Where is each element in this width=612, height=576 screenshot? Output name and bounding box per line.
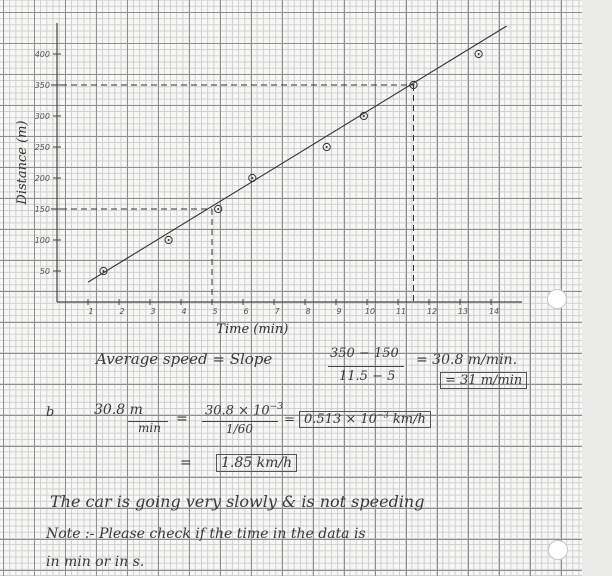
y-tick-label: 150 [34,205,50,214]
x-tick-label: 11 [395,307,407,316]
x-tick-label: 10 [364,307,376,316]
punch-hole [548,540,568,560]
data-point [475,50,482,57]
conversion-exponent: −3 [269,402,283,412]
data-point-dot [413,84,415,86]
x-tick-label: 2 [119,307,125,316]
slope-rounded: = 31 m/min [440,372,527,389]
conversion-numerator: 30.8 × 10 [205,403,270,419]
speed-m-min-den: min [138,421,161,435]
x-tick-label: 9 [336,307,342,316]
y-tick-label: 50 [39,267,50,276]
slope-result: = 30.8 m/min. [416,352,518,368]
y-axis-title: Distance (m) [15,120,30,205]
x-tick-label: 5 [212,307,218,316]
x-tick-label: 8 [305,307,311,316]
note-line-2: in min or in s. [46,554,145,570]
final-speed: 1.85 km/h [216,454,297,472]
conversion-denominator: 1/60 [226,422,253,436]
slope-numerator: 350 − 150 [330,346,399,361]
conclusion-text: The car is going very slowly & is not speeding [50,492,425,511]
x-tick-label: 12 [426,307,438,316]
data-point [249,174,256,181]
data-point-dot [251,177,253,179]
y-tick-label: 350 [34,81,50,90]
y-tick-label: 400 [34,50,50,59]
data-point-dot [478,53,480,55]
conversion-result-exp: −3 [376,411,389,420]
note-line-1: Note :- Please check if the time in the data is [46,526,366,542]
y-tick-label: 100 [34,236,50,245]
x-tick-label: 14 [488,307,500,316]
fraction-bar [328,366,404,367]
data-point-dot [103,270,105,272]
speed-m-min-num: 30.8 m [94,402,143,418]
conversion-result: 0.513 × 10 [304,412,377,428]
equals-sign: = [180,455,192,471]
average-speed-label: Average speed = Slope [96,350,273,368]
data-point-dot [363,115,365,117]
data-point [165,236,172,243]
x-tick-label: 4 [181,307,187,316]
data-point [323,143,330,150]
data-point-dot [168,239,170,241]
x-tick-label: 3 [150,307,156,316]
data-point [215,205,222,212]
y-tick-label: 300 [34,112,50,121]
data-point-dot [326,146,328,148]
conversion-unit: km/h [388,412,426,428]
y-tick-label: 200 [34,174,50,183]
x-tick-label: 1 [88,307,94,316]
data-point-dot [217,208,219,210]
slope-denominator: 11.5 − 5 [339,369,396,384]
x-tick-label: 6 [243,307,249,316]
x-tick-label: 7 [274,307,280,316]
x-axis-title: Time (min) [216,322,289,337]
best-fit-line [88,26,507,282]
part-b-label: b [46,405,55,420]
y-tick-label: 250 [34,143,50,152]
x-tick-label: 13 [457,307,469,316]
